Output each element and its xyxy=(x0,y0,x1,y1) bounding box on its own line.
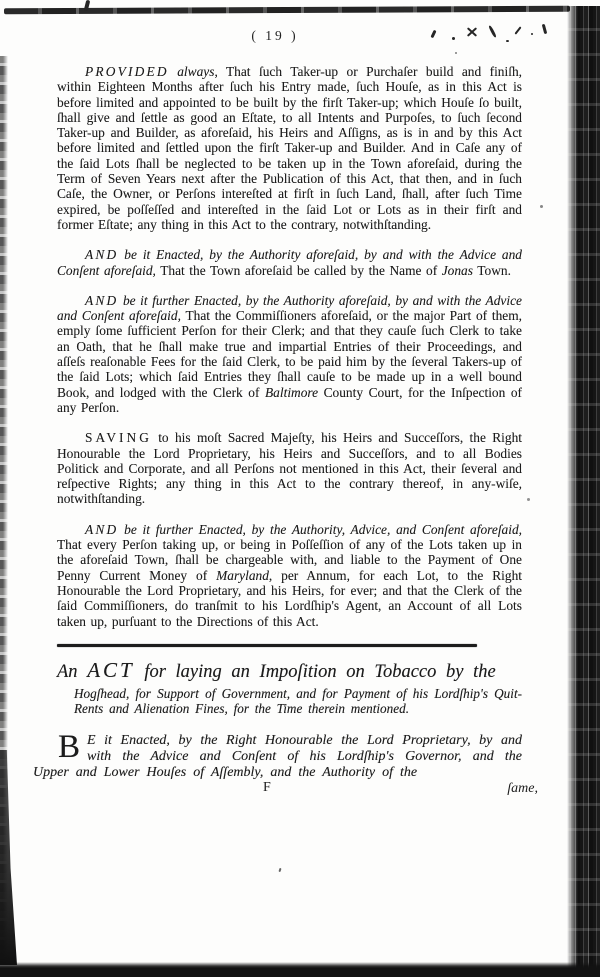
ink-mark xyxy=(540,205,543,208)
text-run: always xyxy=(168,64,215,79)
text-run: , That ſuch Taker-up or Purchaſer build and finiſh, within Eighteen Months after ſuch his Entry made, ſuch Houſe, as in this Act is before limited and appointed to be built by the firſt Taker-up; which Houſe ſo built, ſhall give and ſettle as good an Eſtate, to all Intents and Purpoſes, to ſuch ſecond Taker-up and Builder, as aforeſaid, his Heirs and Aſſigns, as is in and by this Act before limited and ſettled upon the firſt Taker-up and Builder. And in Caſe any of the ſaid Lots ſhall be neglected to be taken up in the Town aforeſaid, during the Term of Seven Years next after the Publication of this Act, that then, and in ſuch Caſe, the Owner, or Perſons intereſted at firſt in ſuch Land, ſhall, after ſuch Time expired, be poſſeſſed and intereſted in the ſaid Lot or Lots as in their firſt and former Eſtate; any thing in this Act to the contrary, notwithſtanding. xyxy=(57,64,522,232)
text-run: be it Enacted, by the Authority aforeſaid, by and with the Advice and Conſent aforeſaid, xyxy=(57,247,522,278)
drop-cap: B xyxy=(58,728,81,765)
ink-mark xyxy=(514,26,521,34)
text-run: AND xyxy=(85,247,119,263)
saving-clause xyxy=(57,430,522,506)
signature-row xyxy=(57,780,538,798)
ink-mark xyxy=(531,33,533,35)
text-run: AND xyxy=(85,292,119,308)
text-run: SAVING xyxy=(85,430,152,446)
text-run: be it further Enacted, by the Authority, Advice, and Conſent aforeſaid, xyxy=(118,521,522,537)
enacting-text xyxy=(33,728,522,780)
text-run: Maryland xyxy=(216,567,269,583)
text-run: An xyxy=(57,661,88,682)
text-run: , per Annum, for each Lot, to the Right Honourable the Lord Proprietary, and his Heirs, for ever; and that the Clerk of the ſaid Commiſſioners, do tranſmit to his Lordſhip's Agent, an Account of all Lots taken up, purſuant to the Directions of this Act. xyxy=(57,567,522,629)
page-number: ( 19 ) xyxy=(251,28,299,43)
enacted-clerk-clause xyxy=(57,293,522,415)
act-heading-subtitle: Hogſhead, for Support of Government, and for Payment of his Lordſhip's Quit-Rents and Alienation Fines, for the Time therein mentioned. xyxy=(74,685,522,717)
enacted-quit-rent-clause xyxy=(57,522,522,629)
text-run: be it further Enacted, by the Authority aforeſaid, by and with the Advice and Conſent aforeſaid, xyxy=(57,292,522,324)
body-paragraphs xyxy=(57,64,522,629)
text-run: Town. xyxy=(472,262,511,278)
text-run: County Court, for the Inſpection of any Perſon. xyxy=(57,384,522,415)
signature-mark: F xyxy=(263,780,272,796)
text-run: PROVIDED xyxy=(85,64,169,79)
text-column xyxy=(33,58,538,798)
ink-mark xyxy=(488,25,497,38)
enacting-paragraph xyxy=(33,728,522,780)
text-run: That every Perſon taking up, or being in Poſſeſſion of any of the Lots taken up in the aforeſaid Town, ſhall be chargeable with, and liable to the Payment of One Penny Current Money of xyxy=(57,537,522,583)
provided-clause xyxy=(57,64,522,232)
page-edge-top xyxy=(4,6,570,14)
text-run: to his moſt Sacred Majeſty, his Heirs and Succeſſors, the Right Honourable the Lord Proprietary, his Heirs and Succeſſors, and to all Bodies Politick and Corporate, and all Perſons not mentioned in this Act, their ſeveral and reſpective Rights; any thing in this Act to the contrary thereof, in any-wiſe, notwithſtanding. xyxy=(57,430,522,507)
section-divider xyxy=(57,644,477,647)
catchword: ſame, xyxy=(507,781,538,797)
text-run: Baltimore xyxy=(265,384,319,400)
act-heading-title xyxy=(57,657,522,683)
ink-mark xyxy=(452,37,455,40)
enacted-town-name-clause xyxy=(57,247,522,278)
page-edge-bottom xyxy=(0,961,600,977)
text-run: That the Commiſſioners aforeſaid, or the major Part of them, emply ſome ſufficient Perſon for their Clerk; and that they cauſe ſuch Clerk to take an Oath, that he ſhall make true and impartial Entries of their Proceedings, and aſſeſs reaſonable Fees for the ſaid Clerk, to be paid him by the ſeveral Takers-up of the ſaid Lots; which ſaid Entries they ſhall cauſe to be made up in a well bound Book, and lodged with the Clerk of xyxy=(57,308,523,400)
text-run: E it Enacted, by the Right Honourable the Lord Proprietary, by and with the Advice and Conſent of his Lordſhip's Governor, and the Upper and Lower Houſes of Aſſembly, and the Authority of the xyxy=(33,732,522,780)
text-run: AND xyxy=(85,521,119,537)
ink-mark xyxy=(430,30,436,39)
text-run: ACT xyxy=(87,657,135,682)
ink-mark xyxy=(455,52,457,54)
ink-mark xyxy=(506,40,509,42)
ink-mark xyxy=(542,24,547,34)
ink-mark xyxy=(527,498,530,501)
text-run: That the Town aforeſaid be called by the Name of xyxy=(155,262,442,278)
ink-mark xyxy=(278,868,281,872)
page-edge-right xyxy=(567,6,600,977)
text-run: Jonas xyxy=(441,262,473,278)
text-run: for laying an Impoſition on Tobacco by the xyxy=(134,661,496,682)
